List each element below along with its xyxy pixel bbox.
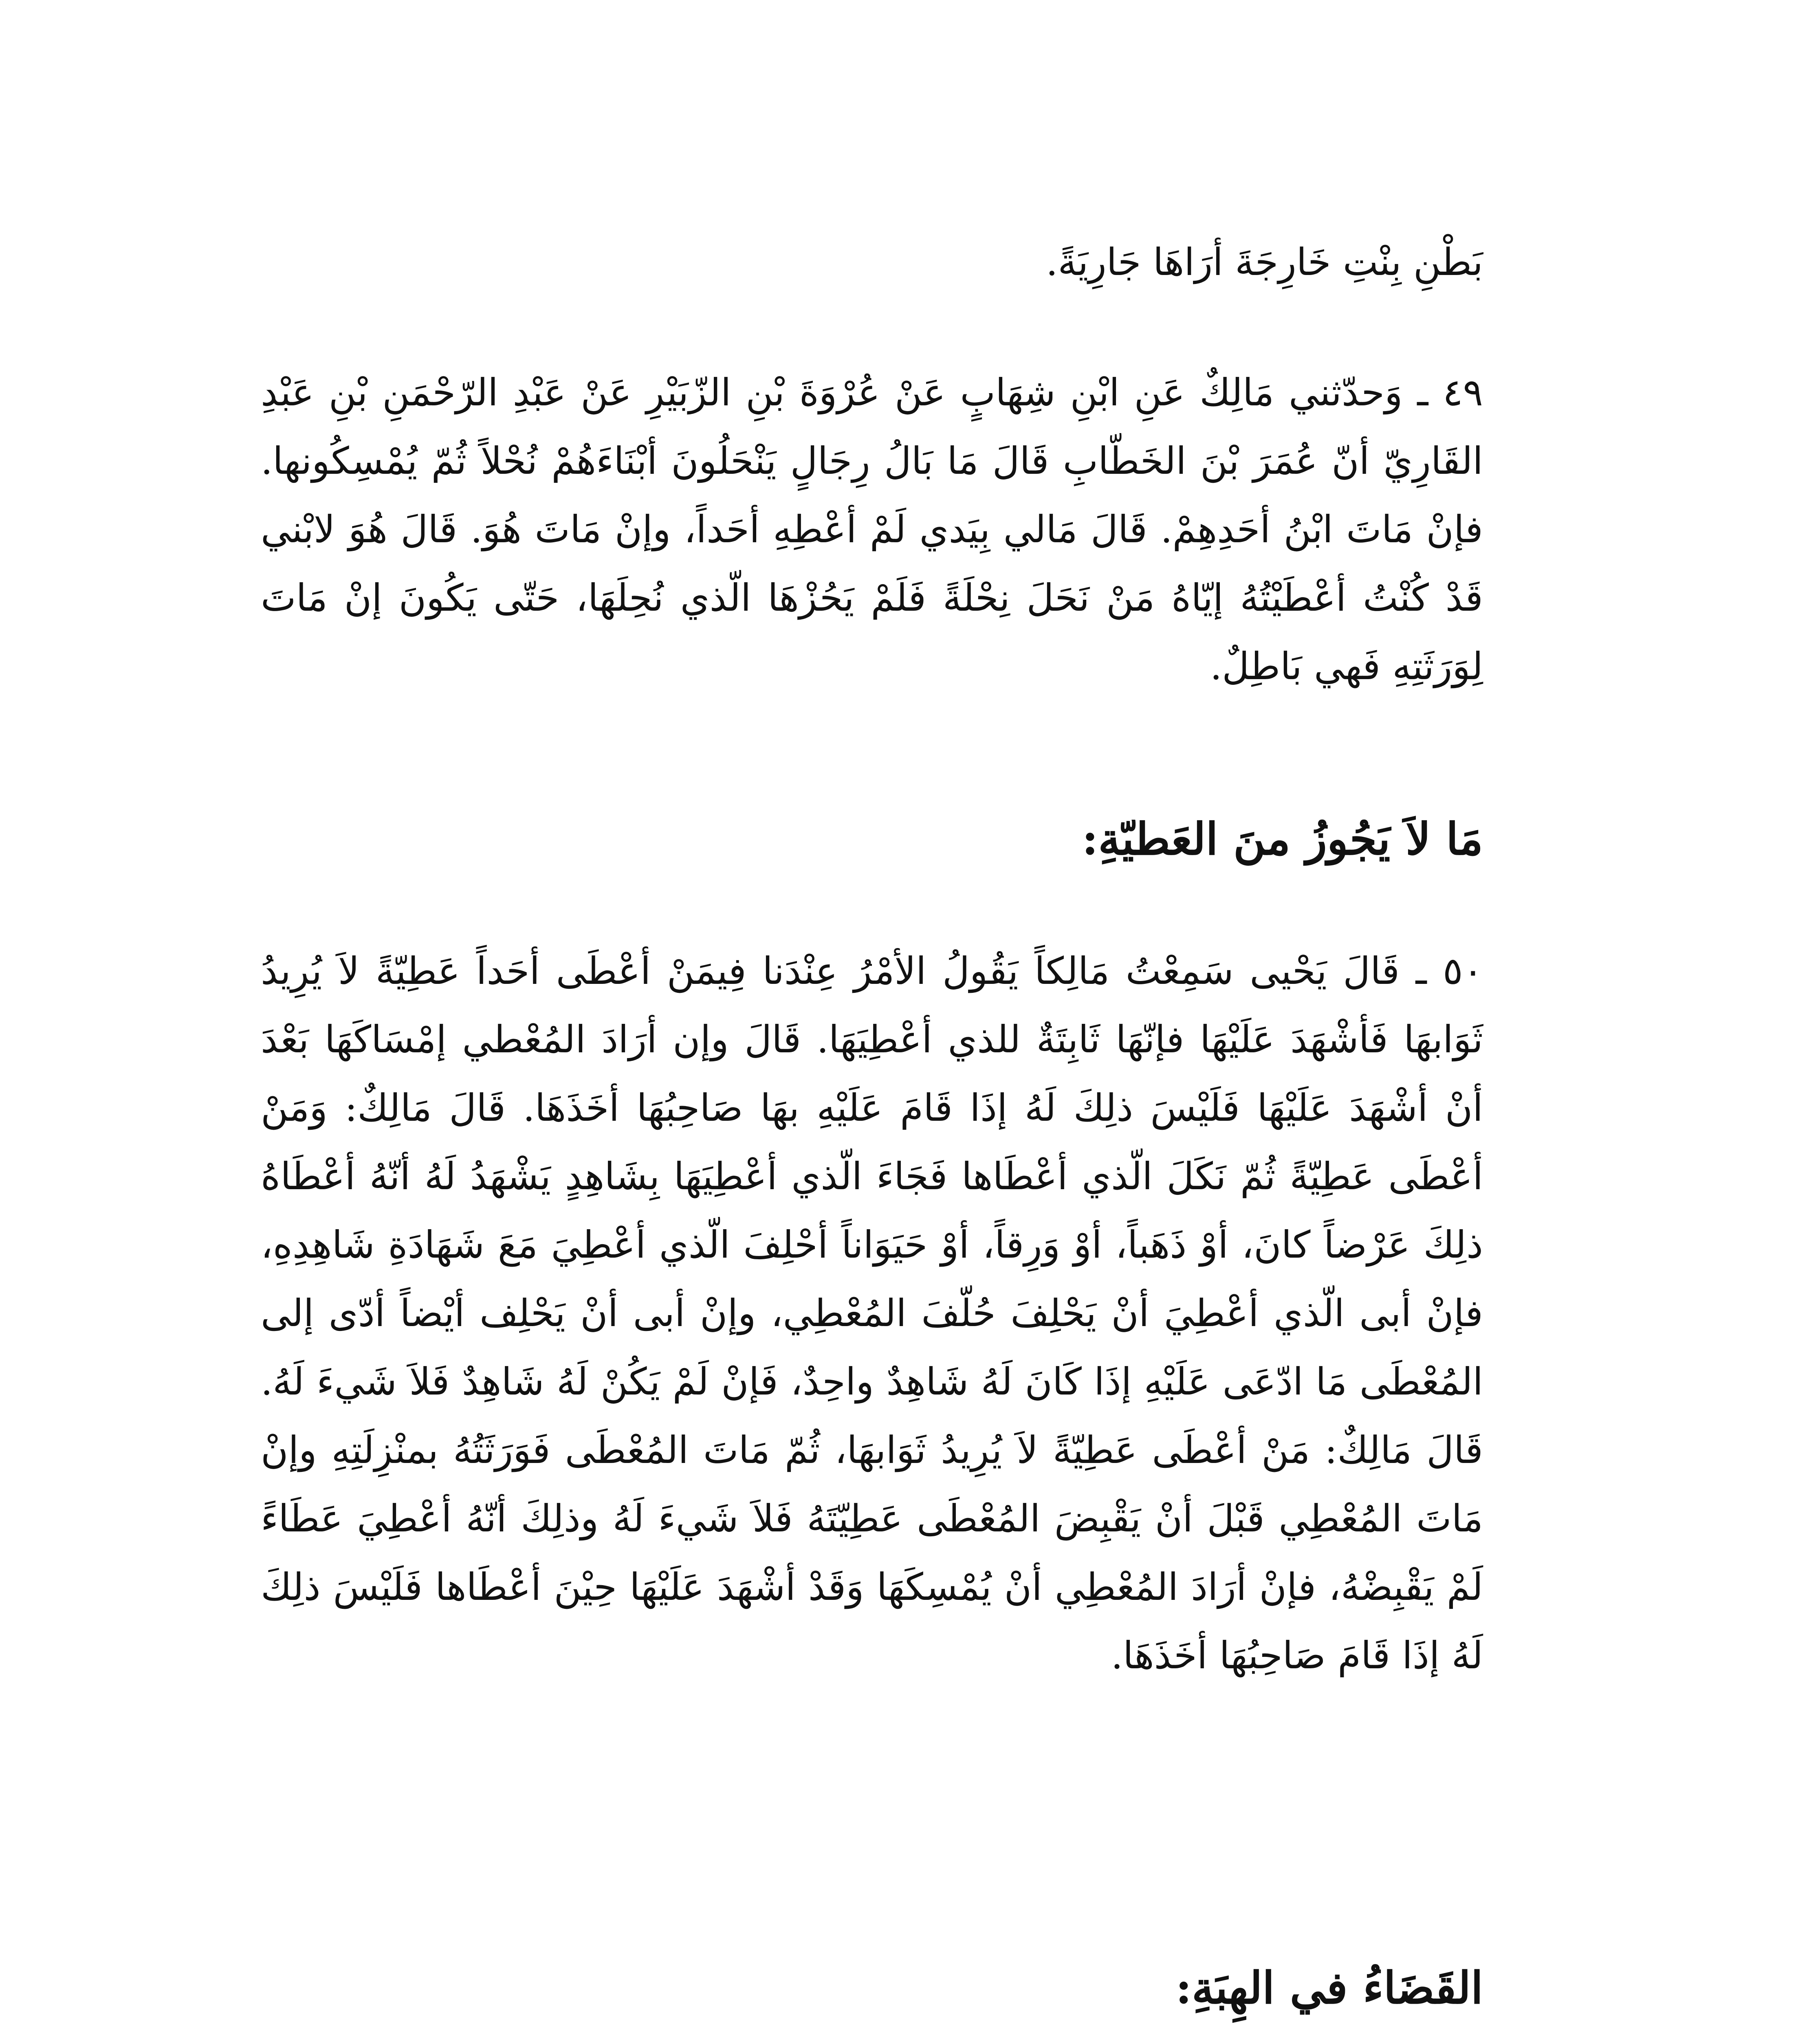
section-heading-judgment-on-gifts: القَضَاءُ في الهِبَةِ: [1175,1962,1483,2014]
carry-over-line: بَطْنِ بِنْتِ خَارِجَةَ أرَاهَا جَارِيَةً. [1046,240,1483,284]
section-heading-impermissible-gifts: مَا لاَ يَجُوزُ منَ العَطيّةِ: [1082,814,1483,865]
paragraph-50: ٥٠ ـ قَالَ يَحْيى سَمِعْتُ مَالِكاً يَقُولُ الأمْرُ عِنْدَنا فِيمَنْ أعْطَى أحَداً عَطِيّةً لاَ يُرِيدُ ثَوَابهَا فَأشْهَدَ عَلَيْهَا فإنّهَا ثَابِتَةٌ للذي أعْطِيَهَا. قَالَ وإن أرَادَ المُعْطي إمْسَاكَهَا بَعْدَ أنْ أشْهَدَ عَلَيْهَا فَلَيْسَ ذلِكَ لَهُ إذَا قَامَ عَلَيْهِ بهَا صَاحِبُهَا أخَذَهَا. قَالَ مَالِكٌ: وَمَنْ أعْطَى عَطِيّةً ثُمّ نَكَلَ الّذي أعْطَاها فَجَاءَ الّذي أعْطِيَهَا بِشَاهِدٍ يَشْهَدُ لَهُ أنّهُ أعْطَاهُ ذلِكَ عَرْضاً كانَ، أوْ ذَهَباً، أوْ وَرِقاً، أوْ حَيَوَاناً أحْلِفَ الّذي أعْطِيَ مَعَ شَهَادَةِ شَاهِدِهِ، فإنْ أبى الّذي أعْطِيَ أنْ يَحْلِفَ حُلّفَ المُعْطِي، وإنْ أبى أنْ يَحْلِف أيْضاً أدّى إلى المُعْطَى مَا ادّعَى عَلَيْهِ إذَا كَانَ لَهُ شَاهِدٌ واحِدٌ، فَإنْ لَمْ يَكُنْ لَهُ شَاهِدٌ فَلاَ شَيءَ لَهُ. قَالَ مَالِكٌ: مَنْ أعْطَى عَطِيّةً لاَ يُرِيدُ ثَوَابهَا، ثُمّ مَاتَ المُعْطَى فَوَرَثَتُهُ بمنْزِلَتِهِ وإنْ مَاتَ المُعْطِي قَبْلَ أنْ يَقْبِضَ المُعْطَى عَطِيّتَهُ فَلاَ شَيءَ لَهُ وذلِكَ أنّهُ أعْطِيَ عَطَاءً لَمْ يَقْبِضْهُ، فإنْ أرَادَ المُعْطِي أنْ يُمْسِكَهَا وَقَدْ أشْهَدَ عَلَيْهَا حِيْنَ أعْطَاها فَلَيْسَ ذلِكَ لَهُ إذَا قَامَ صَاحِبُهَا أخَذَهَا. [261,949,1483,1677]
paragraph-49: ٤٩ ـ وَحدّثني مَالِكٌ عَنِ ابْنِ شِهَابٍ عَنْ عُرْوَةَ بْنِ الزّبَيْرِ عَنْ عَبْدِ الرّحْمَنِ بْنِ عَبْدِ القَارِيّ أنّ عُمَرَ بْنَ الخَطّابِ قَالَ مَا بَالُ رِجَالٍ يَنْحَلُونَ أبْنَاءَهُمْ نُحْلاً ثُمّ يُمْسِكُونها. فإنْ مَاتَ ابْنُ أحَدِهِمْ. قَالَ مَالي بِيَدي لَمْ أعْطِهِ أحَداً، وإنْ مَاتَ هُوَ. قَالَ هُوَ لابْني قَدْ كُنْتُ أعْطَيْتُهُ إيّاهُ مَنْ نَحَلَ نِحْلَةً فَلَمْ يَحُزْهَا الّذي نُحِلَهَا، حَتّى يَكُونَ إنْ مَاتَ لِوَرَثَتِهِ فَهي بَاطِلٌ. [261,371,1483,688]
